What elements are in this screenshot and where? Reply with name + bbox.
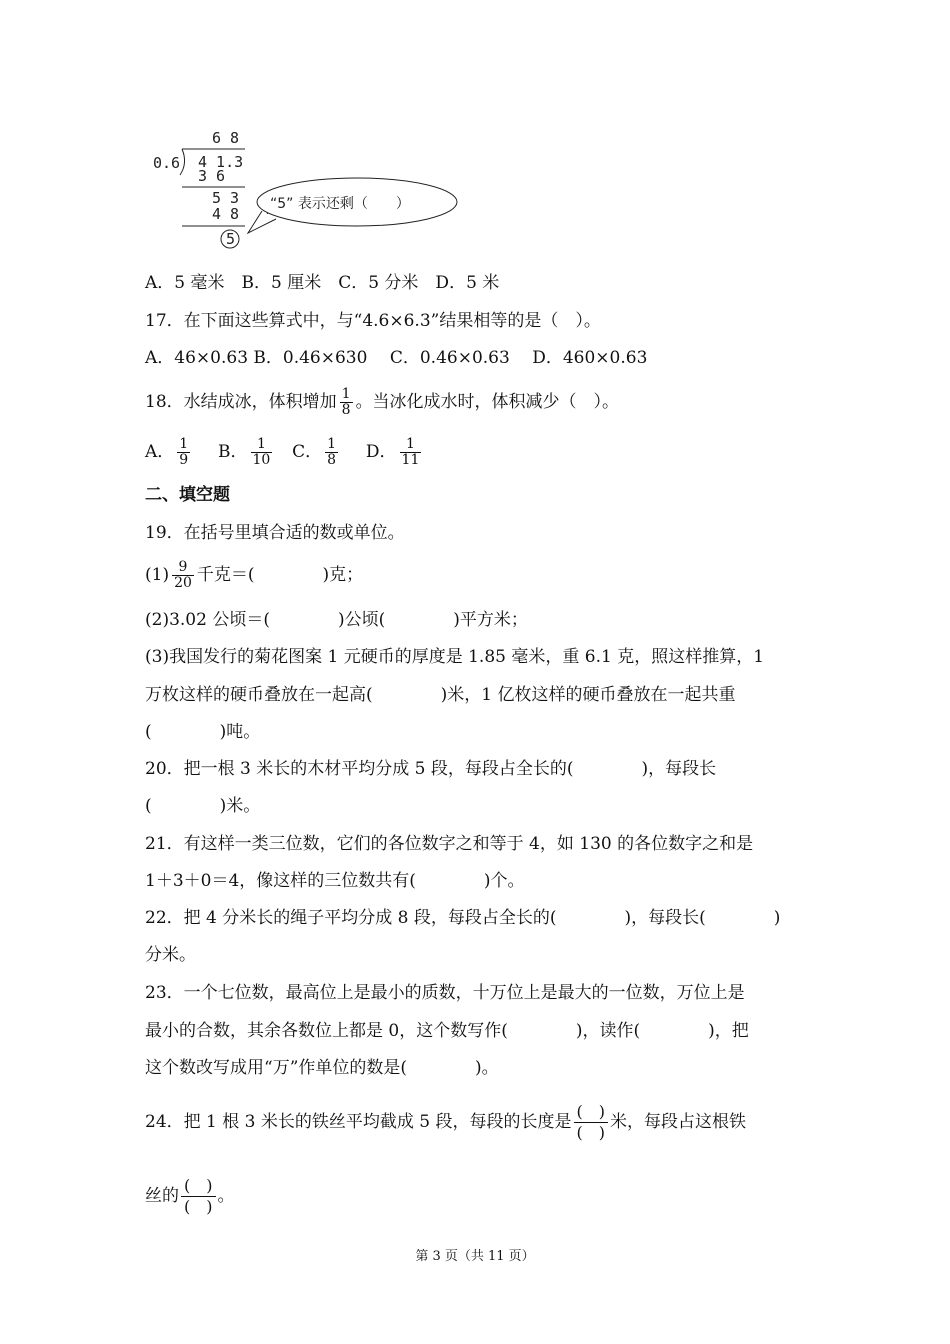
division-quotient: 6 8 (212, 129, 240, 147)
q24-blank-fraction-1 (574, 1102, 609, 1143)
frac-den: 11 (401, 452, 420, 468)
section-title: 二、填空题 (145, 485, 230, 505)
q16-options: A．5 毫米 B．5 厘米 C．5 分米 D．5 米 (145, 273, 500, 293)
q18-option-b-label: B． (218, 442, 248, 462)
frac-den-blank: ( ) (184, 1197, 213, 1216)
division-remainder: 5 (226, 230, 236, 248)
q19-part2: (2)3.02 公顷＝( )公顷( )平方米； (145, 610, 528, 630)
frac-den: 8 (327, 452, 337, 468)
frac-den: 20 (174, 575, 192, 591)
q18-option-c-label: C． (292, 442, 323, 462)
q22-line1: 22．把 4 分米长的绳子平均分成 8 段，每段占全长的( )，每段长( ) (145, 908, 781, 928)
q19-part1-text: 千克＝( )克； (196, 565, 364, 585)
q18-option-d-label: D． (365, 442, 397, 462)
division-step1: 3 6 (198, 167, 226, 185)
q19-fraction (172, 560, 194, 591)
division-step2: 5 3 (212, 189, 240, 207)
long-division-figure (150, 125, 470, 250)
speech-bubble (248, 178, 457, 233)
q21-line1: 21．有这样一类三位数，它们的各位数字之和等于 4，如 130 的各位数字之和是 (145, 834, 754, 854)
q24-text-a: 24．把 1 根 3 米长的铁丝平均截成 5 段，每段的长度是 (145, 1112, 572, 1132)
q18-option-b-fraction (251, 437, 273, 468)
q19-part1 (145, 552, 363, 598)
q18-fraction (340, 387, 353, 418)
division-divisor: 0.6 (153, 154, 181, 172)
q21-line2: 1＋3＋0＝4，像这样的三位数共有( )个。 (145, 871, 525, 891)
q19-part3-line2: 万枚这样的硬币叠放在一起高( )米，1 亿枚这样的硬币叠放在一起共重 (145, 685, 736, 705)
frac-den-blank: ( ) (576, 1123, 606, 1142)
q24-blank-fraction-2 (181, 1176, 216, 1217)
q23-line2: 最小的合数，其余各数位上都是 0，这个数写作( )，读作( )，把 (145, 1021, 749, 1041)
q18-options (145, 430, 424, 474)
q17-options: A．46×0.63 B．0.46×630 C．0.46×0.63 D．460×0.63 (145, 348, 648, 368)
q24-text-b: 米，每段占这根铁 (610, 1112, 747, 1132)
q18-option-a-fraction (177, 437, 190, 468)
q18-frac-den: 8 (341, 402, 351, 418)
q18-text-b: 。当冰化成水时，体积减少（ ）。 (355, 392, 620, 412)
q18-text (145, 380, 619, 424)
page-footer: 第 3 页（共 11 页） (415, 1249, 535, 1264)
q18-option-d-fraction (400, 437, 422, 468)
q17-text: 17．在下面这些算式中，与“4.6×6.3”结果相等的是（ ）。 (145, 311, 601, 331)
frac-num-blank: ( ) (181, 1176, 216, 1197)
frac-den: 9 (179, 452, 189, 468)
q19-part3-line3: ( )吨。 (145, 722, 261, 742)
frac-den: 10 (252, 452, 271, 468)
frac-num: 9 (172, 560, 194, 576)
q20-line1: 20．把一根 3 米长的木材平均分成 5 段，每段占全长的( )，每段长 (145, 759, 717, 779)
q23-line3: 这个数改写成用“万”作单位的数是( )。 (145, 1058, 499, 1078)
q19-text: 19．在括号里填合适的数或单位。 (145, 523, 405, 543)
q20-line2: ( )米。 (145, 796, 261, 816)
q24-text-d: 。 (217, 1186, 235, 1206)
q24-text-c: 丝的 (145, 1186, 179, 1206)
bubble-text: “5” 表示还剩（ ） (270, 196, 410, 212)
q22-line2: 分米。 (145, 945, 196, 965)
frac-num-blank: ( ) (574, 1102, 609, 1123)
frac-num: 1 (327, 436, 337, 452)
q19-part1-label: (1) (145, 565, 170, 585)
q18-text-a: 18．水结成冰，体积增加 (145, 392, 337, 412)
q24-line2 (145, 1172, 235, 1220)
q18-option-c-fraction (325, 437, 338, 468)
division-dividend: 4 1.3 (198, 153, 244, 171)
division-step3: 4 8 (212, 205, 240, 223)
q23-line1: 23．一个七位数，最高位上是最小的质数，十万位上是最大的一位数，万位上是 (145, 983, 745, 1003)
q18-frac-num: 1 (341, 386, 351, 402)
frac-num: 1 (251, 437, 273, 453)
q18-option-a-label: A． (145, 442, 175, 462)
division-bracket (180, 149, 185, 175)
frac-num: 1 (400, 437, 422, 453)
q24-line1 (145, 1098, 746, 1146)
q19-part3-line1: (3)我国发行的菊花图案 1 元硬币的厚度是 1.85 毫米，重 6.1 克，照这样推算，1 (145, 647, 765, 667)
frac-num: 1 (179, 436, 189, 452)
